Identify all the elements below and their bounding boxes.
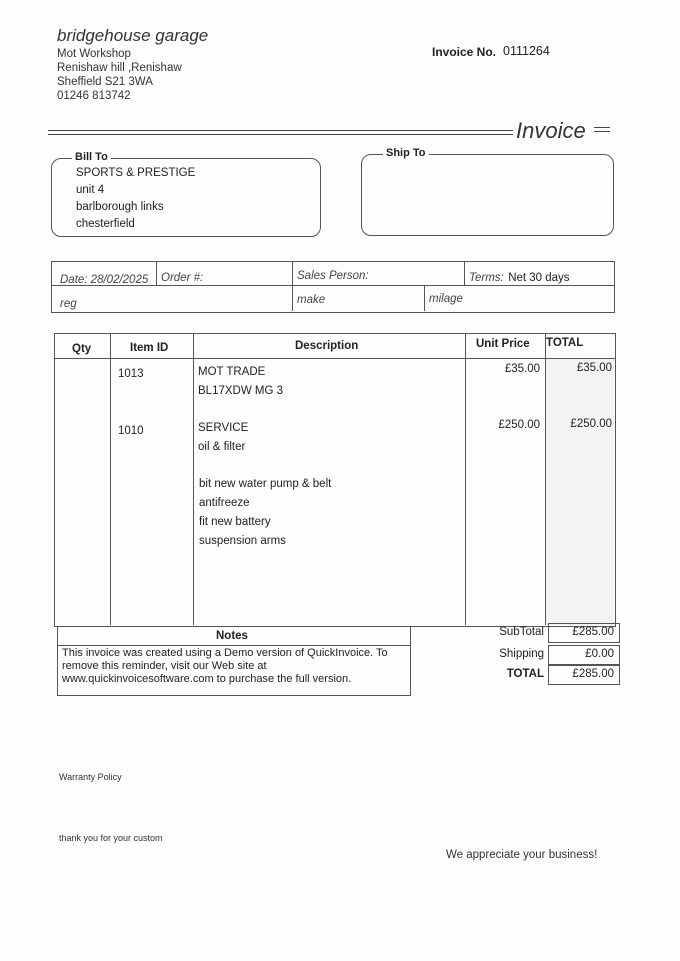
header-divider	[48, 130, 513, 131]
header-item-id: Item ID	[130, 342, 169, 354]
shipping-value: £0.00	[585, 648, 614, 660]
company-phone: 01246 813742	[57, 90, 131, 102]
row-description-line: MOT TRADE	[198, 366, 266, 378]
header-description: Description	[295, 340, 359, 352]
shipping-label: Shipping	[499, 648, 544, 660]
reg-label: reg	[60, 298, 77, 310]
bill-to-label: Bill To	[72, 151, 111, 163]
row-total: £35.00	[576, 362, 612, 374]
table-column-divider	[193, 333, 194, 625]
sales-person-label: Sales Person:	[297, 270, 369, 282]
subtotal-label: SubTotal	[499, 626, 544, 638]
row-item-id: 1010	[118, 425, 144, 437]
terms-value: Net 30 days	[508, 272, 570, 284]
notes-line: www.quickinvoicesoftware.com to purchase the full version.	[62, 673, 352, 685]
info-grid-divider	[292, 261, 293, 311]
header-divider	[48, 134, 513, 135]
table-column-divider	[545, 333, 546, 625]
company-address-line: Sheffield S21 3WA	[57, 76, 153, 88]
company-name: bridgehouse garage	[57, 26, 209, 45]
header-total: TOTAL	[546, 337, 584, 349]
info-grid-divider	[156, 261, 157, 285]
notes-label: Notes	[216, 630, 248, 642]
info-grid-divider	[464, 261, 465, 285]
row-description-line: antifreeze	[199, 497, 250, 509]
row-unit-price: £250.00	[498, 419, 540, 431]
bill-to-line: SPORTS & PRESTIGE	[76, 167, 196, 179]
total-label: TOTAL	[506, 668, 544, 680]
info-grid-divider	[424, 285, 425, 311]
title-rule	[594, 131, 610, 132]
row-description-line: bit new water pump & belt	[199, 478, 332, 490]
total-value: £285.00	[572, 668, 614, 680]
order-number-label: Order #:	[161, 272, 204, 284]
row-item-id: 1013	[118, 368, 144, 380]
invoice-number: 0111264	[503, 44, 550, 58]
row-description-line: fit new battery	[199, 516, 271, 528]
row-description-line: SERVICE	[198, 422, 249, 434]
notes-text	[62, 647, 388, 686]
ship-to-box	[361, 154, 614, 236]
table-header-divider	[54, 358, 615, 359]
invoice-date: Date: 28/02/2025	[60, 274, 149, 286]
row-description-line: BL17XDW MG 3	[198, 385, 283, 397]
row-description-line: suspension arms	[199, 535, 286, 547]
header-unit-price: Unit Price	[476, 338, 530, 350]
total-column-shade	[545, 358, 614, 625]
appreciation-message: We appreciate your business!	[446, 849, 598, 861]
bill-to-line: barlborough links	[76, 201, 164, 213]
bill-to-line: chesterfield	[76, 218, 135, 230]
table-column-divider	[465, 333, 466, 625]
bill-to-line: unit 4	[76, 184, 105, 196]
company-address-line: Mot Workshop	[57, 48, 131, 60]
company-address-line: Renishaw hill ,Renishaw	[57, 62, 182, 74]
header-qty: Qty	[72, 343, 92, 355]
table-column-divider	[110, 333, 111, 625]
title-rule	[594, 127, 610, 128]
row-total: £250.00	[570, 418, 612, 430]
thank-you-note: thank you for your custom	[59, 833, 163, 843]
row-unit-price: £35.00	[504, 363, 540, 375]
ship-to-label: Ship To	[383, 147, 429, 159]
row-description-line: oil & filter	[198, 441, 246, 453]
invoice-title: Invoice	[516, 118, 586, 143]
notes-divider	[57, 645, 410, 646]
warranty-policy: Warranty Policy	[59, 772, 122, 782]
make-label: make	[297, 294, 326, 306]
subtotal-value: £285.00	[572, 626, 614, 638]
notes-line: This invoice was created using a Demo version of QuickInvoice. To	[62, 647, 388, 659]
notes-line: remove this reminder, visit our Web site at	[62, 660, 267, 672]
milage-label: milage	[429, 293, 463, 305]
terms-label: Terms:	[469, 272, 504, 284]
invoice-number-label: Invoice No.	[432, 45, 497, 59]
